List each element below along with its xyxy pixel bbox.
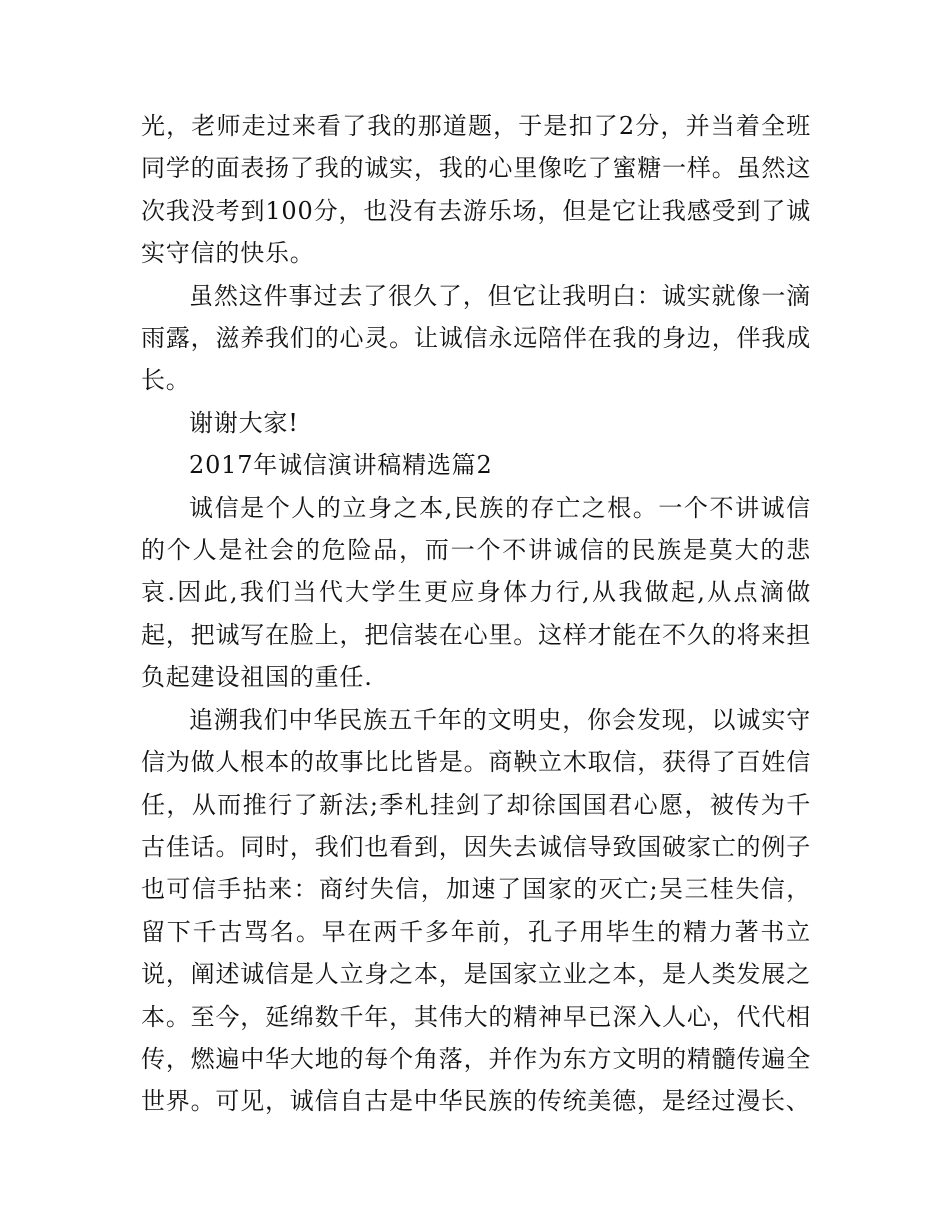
paragraph-thanks: 谢谢大家! [189, 408, 299, 437]
paragraph-history: 追溯我们中华民族五千年的文明史，你会发现，以诚实守信为做人根本的故事比比皆是。商鞅立木取信，获得了百姓信任，从而推行了新法;季札挂剑了却徐国国君心愿，被传为千古佳话。同时，我们也看到，因失去诚信导致国破家亡的例子也可信手拈来：商纣失信，加速了国家的灭亡;吴三桂失信，留下千古骂名。早在两千多年前，孔子用毕生的精力著书立说，阐述诚信是人立身之本，是国家立业之本，是人类发展之本。至今，延绵数千年，其伟大的精神早已深入人心，代代相传，燃遍中华大地的每个角落，并作为东方文明的精髓传遍全世界。可见，诚信自古是中华民族的传统美德，是经过漫长、 [141, 705, 811, 1116]
paragraph-lesson: 虽然这件事过去了很久了，但它让我明白：诚实就像一滴雨露，滋养我们的心灵。让诚信永远陪伴在我的身边，伴我成长。 [141, 281, 811, 395]
paragraph-continuation: 光，老师走过来看了我的那道题，于是扣了2分，并当着全班同学的面表扬了我的诚实，我的心里像吃了蜜糖一样。虽然这次我没考到100分，也没有去游乐场，但是它让我感受到了诚实守信的快乐。 [141, 112, 811, 268]
document-body [141, 105, 811, 1123]
paragraph-integrity-intro: 诚信是个人的立身之本,民族的存亡之根。一个不讲诚信的个人是社会的危险品，而一个不讲诚信的民族是莫大的悲哀.因此,我们当代大学生更应身体力行,从我做起,从点滴做起，把诚写在脸上，把信装在心里。这样才能在不久的将来担负起建设祖国的重任. [141, 493, 811, 692]
section-heading: 2017年诚信演讲稿精选篇2 [189, 451, 493, 480]
